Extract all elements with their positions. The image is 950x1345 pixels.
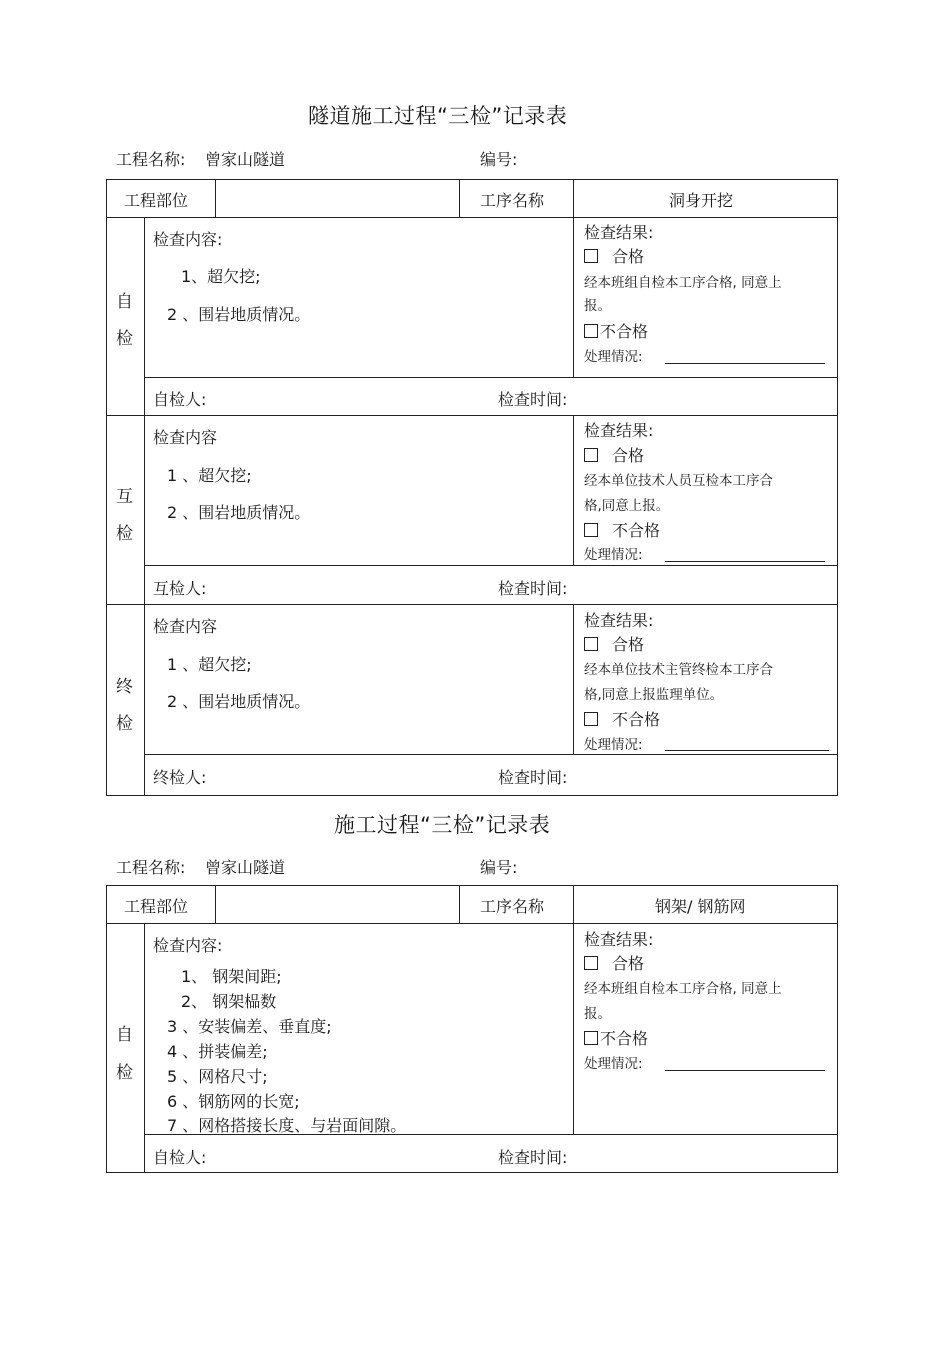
form2-self-side-top: 自	[116, 1025, 133, 1045]
form2-self-item-5: 5 、网格尺寸;	[167, 1067, 268, 1086]
form2-project-value: 曾家山隧道	[205, 858, 286, 877]
form1-self-fail-option[interactable]	[584, 319, 648, 342]
form1-self-result-label: 检查结果:	[584, 223, 654, 242]
form2-self-side-bottom: 检	[116, 1063, 133, 1083]
form1-part-value-cell[interactable]	[217, 182, 457, 215]
form1-self-handle-line[interactable]	[665, 363, 825, 364]
form1-mutual-handle-line[interactable]	[665, 561, 825, 562]
form1-self-person-label: 自检人:	[153, 390, 207, 409]
checkbox-icon	[584, 712, 598, 726]
form2-self-item-3: 3 、安装偏差、垂直度;	[167, 1017, 332, 1036]
form2-self-pass-option[interactable]	[584, 951, 644, 974]
form1-final-pass-text-1: 经本单位技术主管终检本工序合	[584, 662, 773, 678]
checkbox-icon	[584, 324, 598, 338]
form1-self-side-bottom: 检	[116, 329, 133, 349]
form1-part-label: 工程部位	[124, 191, 189, 210]
form1-mutual-result-label: 检查结果:	[584, 421, 654, 440]
form2-self-handle-label: 处理情况:	[584, 1056, 643, 1072]
checkbox-icon	[584, 637, 598, 651]
form1-process-label: 工序名称	[480, 191, 545, 210]
form2-process-value: 钢架/ 钢筋网	[655, 897, 746, 916]
form1-mutual-pass-text-1: 经本单位技术人员互检本工序合	[584, 473, 773, 489]
form1-mutual-time-label: 检查时间:	[498, 579, 568, 598]
form1-final-fail-label: 不合格	[612, 710, 661, 729]
checkbox-icon	[584, 249, 598, 263]
form1-final-pass-text-2: 格,同意上报监理单位。	[584, 687, 724, 703]
form1-mutual-side-top: 互	[116, 487, 133, 507]
form1-self-content-label: 检查内容:	[153, 230, 223, 249]
form2-self-item-4: 4 、拼装偏差;	[167, 1042, 268, 1061]
form2-self-person-label: 自检人:	[153, 1148, 207, 1167]
form1-self-pass-text-2: 报。	[584, 298, 611, 314]
form2-number-label: 编号:	[480, 858, 518, 877]
form2-self-item-2: 2、 钢架榀数	[181, 992, 277, 1011]
form1-mutual-pass-option[interactable]	[584, 443, 644, 466]
form1-mutual-side-bottom: 检	[116, 524, 133, 544]
form1-mutual-fail-label: 不合格	[612, 521, 661, 540]
form2-part-value-cell[interactable]	[217, 888, 457, 921]
form2-process-label: 工序名称	[480, 897, 545, 916]
form1-mutual-pass-label: 合格	[612, 446, 645, 465]
form1-process-value: 洞身开挖	[669, 191, 734, 210]
form2-self-pass-text-2: 报。	[584, 1006, 611, 1022]
form1-mutual-person-label: 互检人:	[153, 579, 207, 598]
form1-number-label: 编号:	[480, 150, 518, 169]
form2-project-label: 工程名称:	[116, 858, 186, 877]
form1-final-pass-label: 合格	[612, 635, 645, 654]
form2-self-item-7: 7 、网格搭接长度、与岩面间隙。	[167, 1116, 407, 1135]
checkbox-icon	[584, 448, 598, 462]
form2-self-pass-label: 合格	[612, 954, 645, 973]
form2-part-label: 工程部位	[124, 897, 189, 916]
form2-self-time-label: 检查时间:	[498, 1148, 568, 1167]
form1-self-pass-option[interactable]	[584, 244, 644, 267]
checkbox-icon	[584, 1031, 598, 1045]
form2-self-fail-label: 不合格	[600, 1029, 649, 1048]
form1-self-time-label: 检查时间:	[498, 390, 568, 409]
form1-final-content-label: 检查内容	[153, 617, 218, 636]
form1-self-item-2: 2 、围岩地质情况。	[167, 305, 311, 324]
form1-mutual-content-label: 检查内容	[153, 428, 218, 447]
form1-self-pass-label: 合格	[612, 247, 645, 266]
form1-final-pass-option[interactable]	[584, 632, 644, 655]
form1-final-result-label: 检查结果:	[584, 611, 654, 630]
form1-self-fail-label: 不合格	[600, 322, 649, 341]
form2-self-item-1: 1、 钢架间距;	[181, 967, 282, 986]
form1-self-handle-label: 处理情况:	[584, 349, 643, 365]
form2-table	[106, 885, 838, 1173]
checkbox-icon	[584, 956, 598, 970]
form2-self-handle-line[interactable]	[665, 1070, 825, 1071]
form1-final-side-bottom: 检	[116, 714, 133, 734]
form1-final-side-top: 终	[116, 677, 133, 697]
form1-table	[106, 179, 838, 796]
form2-self-result-label: 检查结果:	[584, 930, 654, 949]
form1-final-person-label: 终检人:	[153, 768, 207, 787]
checkbox-icon	[584, 523, 598, 537]
form1-final-fail-option[interactable]	[584, 707, 660, 730]
form2-self-content-label: 检查内容:	[153, 936, 223, 955]
form1-mutual-item-1: 1 、超欠挖;	[167, 466, 252, 485]
form2-self-pass-text-1: 经本班组自检本工序合格, 同意上	[584, 981, 782, 997]
form1-final-handle-label: 处理情况:	[584, 737, 643, 753]
form1-project-value: 曾家山隧道	[205, 150, 286, 169]
form1-mutual-handle-label: 处理情况:	[584, 547, 643, 563]
form1-mutual-fail-option[interactable]	[584, 518, 660, 541]
form2-title: 施工过程“三检”记录表	[334, 813, 551, 837]
form1-self-side-top: 自	[116, 292, 133, 312]
form1-final-handle-line[interactable]	[665, 750, 829, 751]
form1-self-item-1: 1、超欠挖;	[181, 267, 261, 286]
form1-final-time-label: 检查时间:	[498, 768, 568, 787]
form1-final-item-1: 1 、超欠挖;	[167, 655, 252, 674]
form2-self-fail-option[interactable]	[584, 1026, 648, 1049]
form1-final-item-2: 2 、围岩地质情况。	[167, 692, 311, 711]
form1-self-pass-text-1: 经本班组自检本工序合格, 同意上	[584, 275, 782, 291]
form1-mutual-item-2: 2 、围岩地质情况。	[167, 503, 311, 522]
form2-self-item-6: 6 、钢筋网的长宽;	[167, 1092, 300, 1111]
form1-title: 隧道施工过程“三检”记录表	[308, 104, 568, 128]
form1-project-label: 工程名称:	[116, 150, 186, 169]
form1-mutual-pass-text-2: 格,同意上报。	[584, 498, 670, 514]
